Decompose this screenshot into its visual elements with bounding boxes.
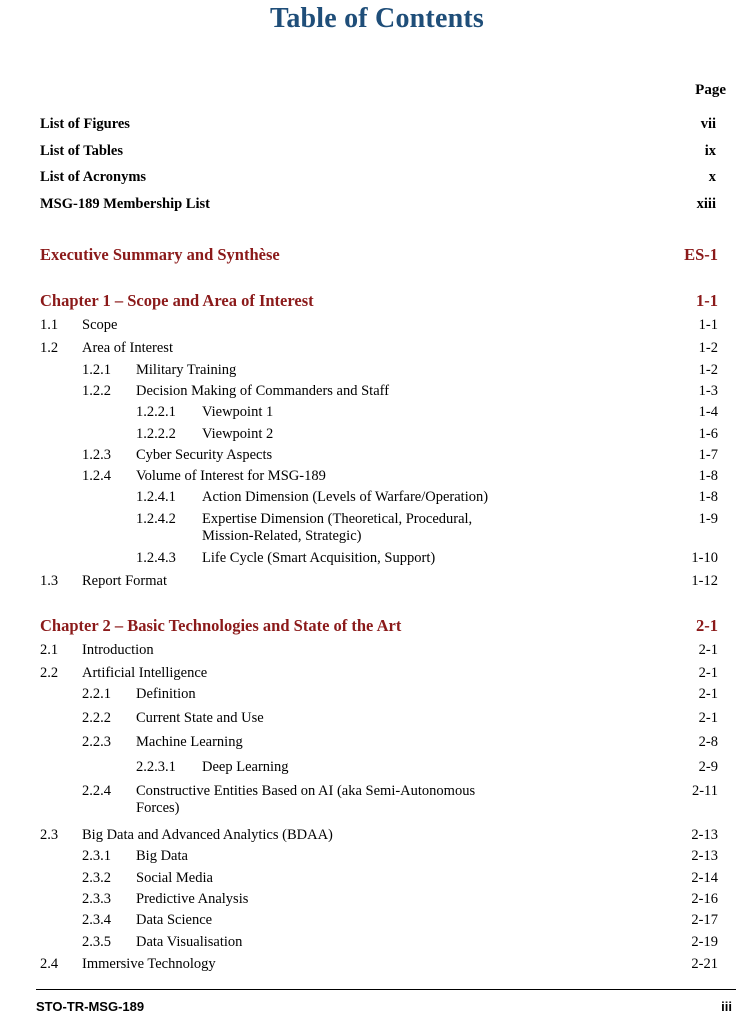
entry-page: 2-11 [691,783,718,799]
entry-number: 2.3.5 [82,934,111,950]
entry-title: Executive Summary and Synthèse [40,245,280,264]
entry-page: 2-13 [691,848,718,864]
page-column-header: Page [695,82,726,98]
entry-page: 1-6 [698,426,718,442]
entry-title: List of Figures [40,116,130,132]
footer-page-number: iii [721,999,732,1014]
entry-page: 2-14 [691,870,718,886]
entry-page: 2-1 [696,616,718,635]
entry-number: 2.2.3 [82,734,111,750]
entry-title-continued: Mission-Related, Strategic) [202,528,362,544]
entry-number: 1.1 [40,317,59,333]
entry-title: Machine Learning [136,734,243,750]
entry-number: 1.2 [40,340,59,356]
entry-number: 1.2.4.3 [136,550,176,566]
entry-title: Big Data [136,848,188,864]
entry-number: 1.2.2.1 [136,404,176,420]
entry-title: Social Media [136,870,213,886]
entry-title: Introduction [82,642,154,658]
entry-page: vii [700,116,716,132]
entry-title: List of Acronyms [40,169,147,185]
entry-title: Definition [136,686,196,702]
entry-number: 2.2.1 [82,686,111,702]
entry-title: Scope [82,317,118,333]
entry-number: 2.3 [40,827,59,843]
entry-title: Viewpoint 1 [202,404,274,420]
entry-title: Expertise Dimension (Theoretical, Procedural, [202,511,473,527]
entry-page: 1-8 [698,468,718,484]
entry-page: 1-4 [698,404,718,420]
entry-page: 2-16 [691,891,718,907]
entry-number: 2.3.3 [82,891,111,907]
entry-title: MSG-189 Membership List [40,196,210,212]
entry-page: 2-1 [698,665,718,681]
entry-title: Artificial Intelligence [82,665,208,681]
entry-page: 1-12 [691,573,718,589]
entry-page: 1-3 [698,383,718,399]
entry-page: 1-10 [691,550,718,566]
entry-number: 1.2.1 [82,362,111,378]
entry-page: ES-1 [684,245,718,264]
entry-number: 2.2.4 [82,783,111,799]
entry-title: Area of Interest [82,340,173,356]
entry-number: 1.2.4.2 [136,511,176,527]
entry-page: xiii [696,196,716,212]
entry-number: 2.1 [40,642,59,658]
entry-page: 2-9 [698,759,718,775]
entry-page: 1-7 [698,447,718,463]
entry-title: List of Tables [40,143,123,159]
entry-page: 2-8 [698,734,718,750]
entry-title: Military Training [136,362,237,378]
entry-title: Deep Learning [202,759,289,775]
entry-page: ix [704,143,716,159]
entry-number: 2.2 [40,665,59,681]
entry-title: Constructive Entities Based on AI (aka Semi-Autonomous [136,783,476,799]
entry-title: Data Visualisation [136,934,243,950]
entry-title: Data Science [136,912,213,928]
entry-page: 2-17 [691,912,718,928]
entry-page: 2-1 [698,686,718,702]
footer-doc-id: STO-TR-MSG-189 [36,999,145,1014]
entry-number: 2.2.2 [82,710,111,726]
entry-number: 2.2.3.1 [136,759,176,775]
entry-title: Current State and Use [136,710,264,726]
entry-title: Big Data and Advanced Analytics (BDAA) [82,827,333,843]
entry-page: x [708,169,716,185]
entry-number: 1.3 [40,573,59,589]
entry-number: 2.3.2 [82,870,111,886]
entry-page: 2-1 [698,642,718,658]
entry-number: 2.4 [40,956,59,972]
entry-title: Viewpoint 2 [202,426,274,442]
footer-divider [36,989,736,990]
entry-page: 1-2 [698,362,718,378]
entry-number: 1.2.4 [82,468,111,484]
entry-title-continued: Forces) [136,800,180,816]
entry-number: 1.2.3 [82,447,111,463]
entry-title: Volume of Interest for MSG-189 [136,468,326,484]
entry-title: Report Format [82,573,167,589]
entry-number: 2.3.1 [82,848,111,864]
entry-title: Decision Making of Commanders and Staff [136,383,390,399]
entry-number: 2.3.4 [82,912,111,928]
entry-page: 2-19 [691,934,718,950]
entry-title: Chapter 2 – Basic Technologies and State of the Art [40,616,402,635]
entry-page: 1-2 [698,340,718,356]
entry-page: 2-1 [698,710,718,726]
entry-title: Chapter 1 – Scope and Area of Interest [40,291,314,310]
entry-title: Cyber Security Aspects [136,447,273,463]
page-title: Table of Contents [270,3,484,34]
entry-title: Predictive Analysis [136,891,249,907]
entry-page: 1-1 [696,291,718,310]
entry-title: Immersive Technology [82,956,216,972]
entry-page: 2-21 [691,956,718,972]
entry-page: 1-8 [698,489,718,505]
entry-title: Action Dimension (Levels of Warfare/Operation) [202,489,489,505]
entry-page: 2-13 [691,827,718,843]
entry-page: 1-1 [698,317,718,333]
entry-number: 1.2.4.1 [136,489,176,505]
entry-title: Life Cycle (Smart Acquisition, Support) [202,550,436,566]
entry-number: 1.2.2 [82,383,111,399]
entry-page: 1-9 [698,511,718,527]
entry-number: 1.2.2.2 [136,426,176,442]
